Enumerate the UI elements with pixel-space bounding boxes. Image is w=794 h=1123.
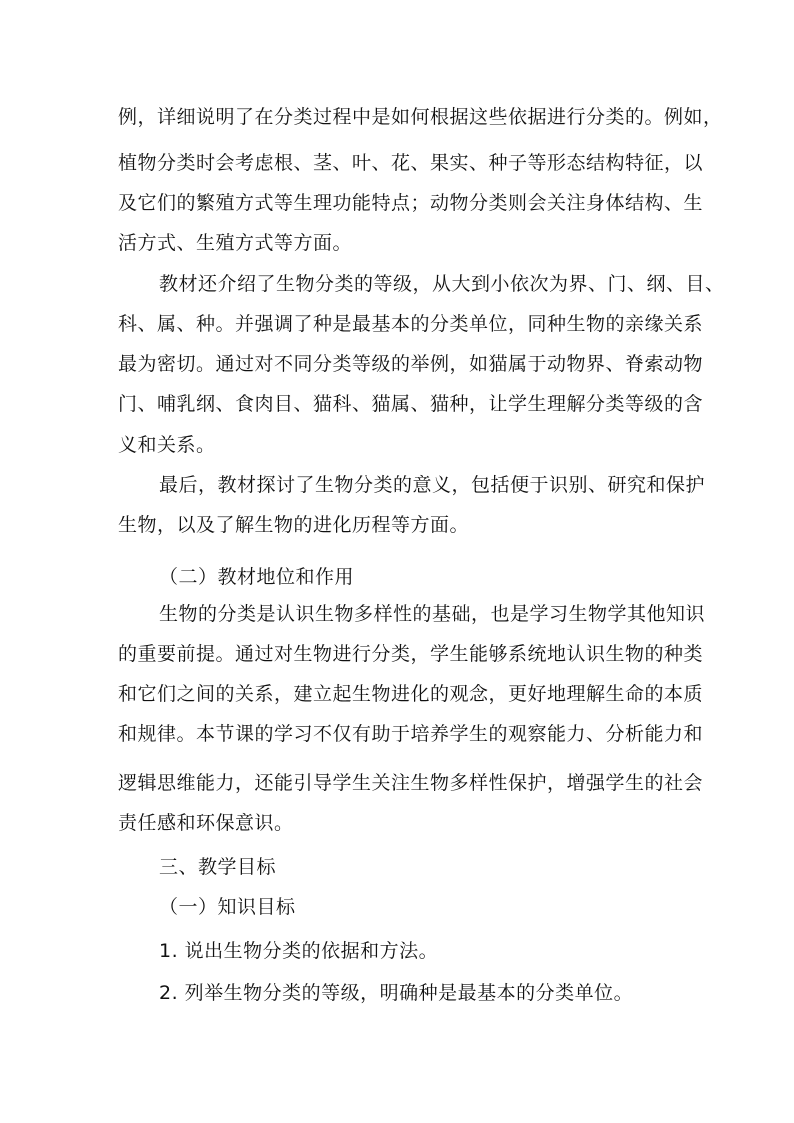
numbered-item: 1. 说出生物分类的依据和方法。 (159, 940, 439, 962)
paragraph-first-line: 教材还介绍了生物分类的等级，从大到小依次为界、门、纲、目、 (159, 273, 725, 295)
text-line: 逻辑思维能力，还能引导学生关注生物多样性保护，增强学生的社会 (118, 772, 704, 794)
text-line: 例，详细说明了在分类过程中是如何根据这些依据进行分类的。例如， (118, 106, 723, 128)
text-line: 和它们之间的关系，建立起生物进化的观念，更好地理解生命的本质 (118, 683, 704, 705)
text-line: 及它们的繁殖方式等生理功能特点；动物分类则会关注身体结构、生 (118, 192, 704, 214)
text-line: 最为密切。通过对不同分类等级的举例，如猫属于动物界、脊索动物 (118, 353, 704, 375)
paragraph-first-line: 最后，教材探讨了生物分类的意义，包括便于识别、研究和保护 (159, 474, 706, 496)
text-line: 和规律。本节课的学习不仅有助于培养学生的观察能力、分析能力和 (118, 723, 704, 745)
text-line: 的重要前提。通过对生物进行分类，学生能够系统地认识生物的种类 (118, 643, 704, 665)
text-line: 生物，以及了解生物的进化历程等方面。 (118, 514, 470, 536)
text-line: 植物分类时会考虑根、茎、叶、花、果实、种子等形态结构特征，以 (118, 152, 704, 174)
paragraph-first-line: 生物的分类是认识生物多样性的基础，也是学习生物学其他知识 (159, 603, 706, 625)
section-heading: （二）教材地位和作用 (159, 566, 355, 588)
subsection-heading: （一）知识目标 (159, 896, 296, 918)
section-heading: 三、教学目标 (159, 856, 277, 878)
text-line: 活方式、生殖方式等方面。 (118, 232, 353, 254)
text-line: 门、哺乳纲、食肉目、猫科、猫属、猫种，让学生理解分类等级的含 (118, 393, 704, 415)
text-line: 科、属、种。并强调了种是最基本的分类单位，同种生物的亲缘关系 (118, 313, 704, 335)
numbered-item: 2. 列举生物分类的等级，明确种是最基本的分类单位。 (159, 982, 634, 1004)
text-line: 义和关系。 (118, 434, 216, 456)
text-line: 责任感和环保意识。 (118, 812, 294, 834)
